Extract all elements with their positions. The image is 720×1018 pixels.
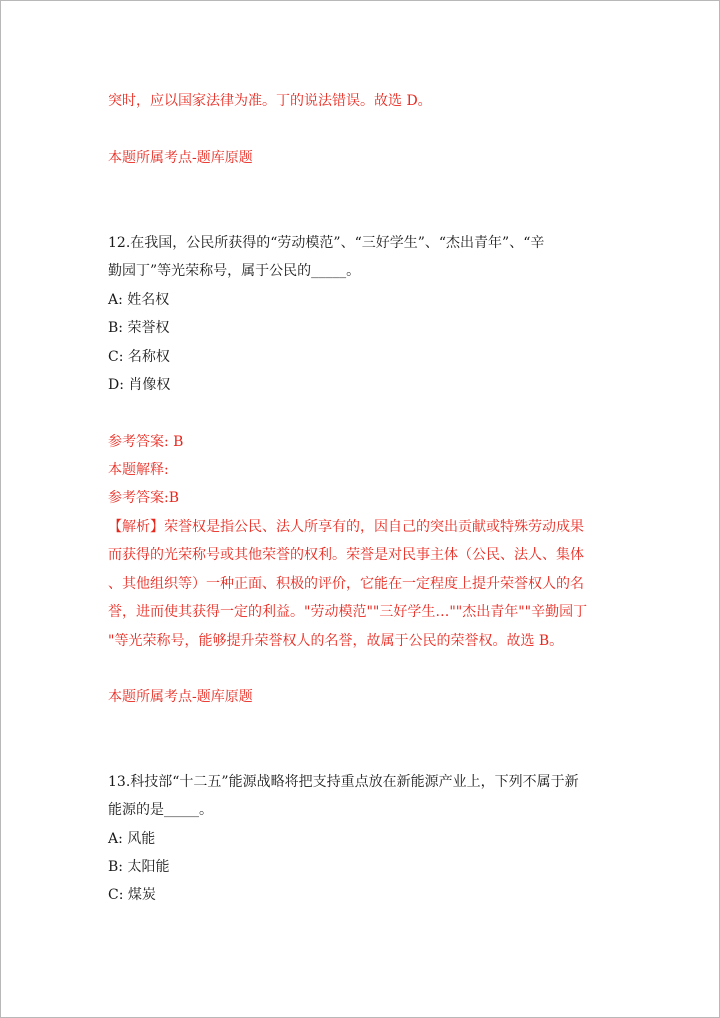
q13-option-a: A: 风能: [108, 831, 156, 847]
prev-analysis-continuation: 突时，应以国家法律为准。丁的说法错误。故选 D。: [108, 93, 432, 109]
q12-analysis-line1: [108, 517, 584, 537]
q12-option-d: D: 肖像权: [108, 377, 171, 393]
q12-analysis-line4: 誉，进而使其获得一定的利益。"劳动模范""三好学生…""杰出青年""辛勤园丁: [108, 604, 588, 620]
q12-stem-line1: 12.在我国，公民所获得的“劳动模范”、“三好学生”、“杰出青年”、“辛: [108, 235, 545, 251]
q12-analysis-line2: 而获得的光荣称号或其他荣誉的权利。荣誉是对民事主体（公民、法人、集体: [108, 547, 584, 563]
q12-option-b: B: 荣誉权: [108, 320, 170, 336]
analysis-text: 荣誉权是指公民、法人所享有的，因自己的突出贡献或特殊劳动成果: [164, 519, 584, 535]
q12-answer-label: 参考答案: B: [108, 434, 184, 450]
q12-explain-label: 本题解释:: [108, 462, 169, 478]
q13-option-c: C: 煤炭: [108, 887, 156, 903]
q13-stem-line2: 能源的是_____。: [108, 802, 213, 818]
analysis-tag: 【解析】: [108, 519, 164, 535]
q12-option-a: A: 姓名权: [108, 292, 170, 308]
prev-source-note: 本题所属考点-题库原题: [108, 150, 253, 166]
q12-analysis-line3: 、其他组织等）一种正面、积极的评价，它能在一定程度上提升荣誉权人的名: [108, 576, 584, 592]
q12-stem-line2: 勤园丁”等光荣称号，属于公民的_____。: [108, 263, 361, 279]
q13-option-b: B: 太阳能: [108, 859, 170, 875]
q13-stem-line1: 13.科技部“十二五”能源战略将把支持重点放在新能源产业上，下列不属于新: [108, 774, 579, 790]
q12-analysis-line5: "等光荣称号，能够提升荣誉权人的名誉，故属于公民的荣誉权。故选 B。: [108, 633, 564, 649]
q12-answer-label-2: 参考答案:B: [108, 490, 180, 506]
q12-option-c: C: 名称权: [108, 349, 170, 365]
q12-source-note: 本题所属考点-题库原题: [108, 689, 253, 705]
